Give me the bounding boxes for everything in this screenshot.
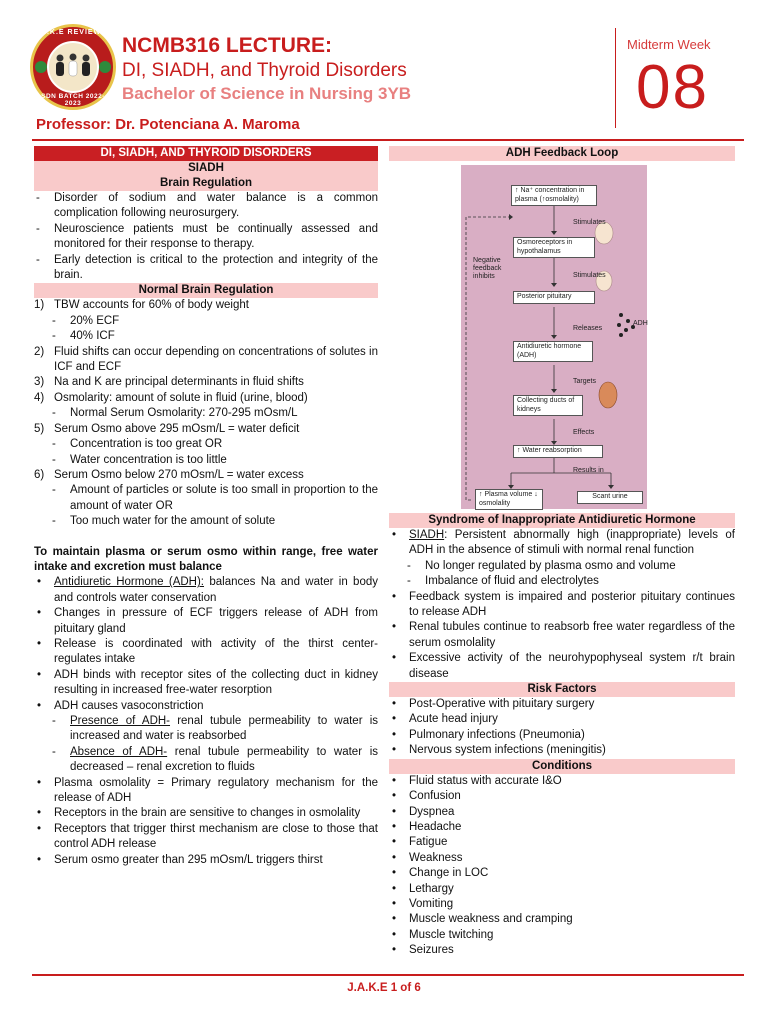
bullet-item: • Serum osmo greater than 295 mOsm/L triggers thirst (34, 853, 378, 868)
section-heading-adh-feedback-loop: ADH Feedback Loop (389, 146, 735, 161)
right-column (389, 146, 735, 959)
sub-item: - Water concentration is too little (34, 453, 378, 468)
item-text: TBW accounts for 60% of body weight (54, 299, 249, 312)
risk-item: • Pulmonary infections (Pneumonia) (389, 728, 735, 743)
condition-item: • Weakness (389, 851, 735, 866)
posterior-pituitary-box: Posterior pituitary (513, 291, 595, 304)
bullet-item: • Renal tubules continue to reabsorb free water regardless of the serum osmolality (389, 620, 735, 651)
midterm-label: Midterm Week (627, 37, 711, 52)
bullet-item: • Excessive activity of the neurohypophyseal system r/t brain disease (389, 651, 735, 682)
stimulates-label-2: Stimulates (573, 272, 606, 279)
item-number: 1) (34, 299, 45, 312)
condition-item: • Fluid status with accurate I&O (389, 774, 735, 789)
risk-item: • Nervous system infections (meningitis) (389, 743, 735, 758)
adh-label: ADH (633, 320, 648, 327)
releases-label: Releases (573, 325, 603, 332)
condition-item: • Vomiting (389, 897, 735, 912)
bullet-item: • ADH causes vasoconstriction (34, 699, 378, 714)
adh-feedback-loop-figure (389, 161, 735, 513)
water-reabsorption-box: ↑ Water reabsorption (513, 445, 603, 458)
bullet-item: • Feedback system is impaired and posterior pituitary continues to release ADH (389, 590, 735, 621)
antidiuretic-hormone-box: Antidiuretic hormone (ADH) (513, 341, 593, 362)
item-number: 4) (34, 391, 45, 404)
results-in-label: Results in (573, 467, 604, 474)
kidney-icon (599, 382, 617, 408)
item-number: 5) (34, 422, 45, 435)
item-text: Serum Osmo above 295 mOsm/L = water deficit (54, 422, 300, 435)
item-number: 6) (34, 468, 45, 481)
bullet-item: • Receptors that trigger thirst mechanism are close to those that control ADH release (34, 822, 378, 853)
logo-ring-bottom-text: SDN BATCH 2022-2023 (41, 93, 105, 107)
effects-label: Effects (573, 429, 595, 436)
page-header (0, 0, 768, 145)
section-heading-risk-factors: Risk Factors (389, 682, 735, 697)
collecting-ducts-box: Collecting ducts of kidneys (513, 395, 583, 416)
group-photo-icon (53, 51, 93, 79)
bullet-item: • Plasma osmolality = Primary regulatory mechanism for the release of ADH (34, 776, 378, 807)
plasma-volume-box: ↑ Plasma volume ↓ osmolality (475, 489, 543, 510)
page-footer: J.A.K.E 1 of 6 (347, 982, 421, 994)
na-concentration-box: ↑ Na⁺ concentration in plasma (↑osmolality) (511, 185, 597, 206)
section-heading-syndrome: Syndrome of Inappropriate Antidiuretic Hormone (389, 513, 735, 528)
condition-item: • Dyspnea (389, 805, 735, 820)
numbered-item (34, 298, 378, 313)
stimulates-label-1: Stimulates (573, 219, 606, 226)
bullet-item: • ADH binds with receptor sites of the collecting duct in kidney resulting in increased free-water resorption (34, 668, 378, 699)
item-text: Na and K are principal determinants in fluid shifts (54, 376, 304, 389)
sub-item: - 20% ECF (34, 314, 378, 329)
diagram-background (461, 165, 647, 509)
program-name: Bachelor of Science in Nursing 3YB (122, 84, 412, 103)
absence-adh-text: renal tubule permeability to water is decreased – renal excretion to fluids (70, 745, 378, 774)
header-rule (32, 139, 744, 141)
section-heading-normal-brain-regulation: Normal Brain Regulation (34, 283, 378, 298)
presence-adh-text: renal tubule permeability to water is increased and water is reabsorbed (70, 715, 378, 743)
item-text: Fluid shifts can occur depending on concentrations of solutes in ICF and ECF (54, 345, 378, 374)
section-heading-main: DI, SIADH, AND THYROID DISORDERS (34, 146, 378, 161)
numbered-item (34, 468, 378, 483)
item-text: Serum Osmo below 270 mOsm/L = water excess (54, 468, 304, 481)
condition-item: • Muscle twitching (389, 928, 735, 943)
left-column (34, 146, 378, 868)
maintain-osmo-heading: To maintain plasma or serum osmo within range, free water intake and excretion must balance (34, 545, 378, 573)
section-heading-conditions: Conditions (389, 759, 735, 774)
logo-ring-top-text: J.A.K.E REVIEWER (33, 29, 113, 36)
condition-item: • Lethargy (389, 882, 735, 897)
negative-feedback-label: Negative feedback inhibits (473, 257, 502, 280)
list-item: - Early detection is critical to the protection and integrity of the brain. (34, 253, 378, 284)
numbered-item (34, 345, 378, 376)
condition-item: • Confusion (389, 789, 735, 804)
sub-item: - Imbalance of fluid and electrolytes (389, 574, 735, 589)
absence-adh-term: Absence of ADH- (70, 745, 168, 758)
numbered-item (34, 422, 378, 437)
section-heading-siadh: SIADH (34, 161, 378, 176)
osmoreceptors-box: Osmoreceptors in hypothalamus (513, 237, 595, 258)
bullet-item: • Changes in pressure of ECF triggers release of ADH from pituitary gland (34, 606, 378, 637)
sub-item: - No longer regulated by plasma osmo and volume (389, 559, 735, 574)
sub-item: - Normal Serum Osmolarity: 270-295 mOsm/L (34, 406, 378, 421)
numbered-item (34, 391, 378, 406)
list-item: - Neuroscience patients must be continually assessed and monitored for their response to therapy. (34, 222, 378, 253)
footer-rule (32, 974, 744, 976)
item-number: 2) (34, 345, 45, 358)
section-heading-brain-regulation: Brain Regulation (34, 176, 378, 191)
sub-item: - Amount of particles or solute is too small in proportion to the amount of water OR (34, 483, 378, 514)
sub-item: - 40% ICF (34, 329, 378, 344)
lecture-title: NCMB316 LECTURE: (122, 34, 333, 57)
condition-item: • Seizures (389, 943, 735, 958)
item-number: 3) (34, 376, 45, 389)
condition-item: • Change in LOC (389, 866, 735, 881)
targets-label: Targets (573, 378, 596, 385)
bullet-item: • Receptors in the brain are sensitive to changes in osmolality (34, 806, 378, 821)
risk-item: • Acute head injury (389, 712, 735, 727)
header-divider (615, 28, 616, 128)
risk-item: • Post-Operative with pituitary surgery (389, 697, 735, 712)
jake-reviewer-logo (30, 24, 116, 110)
sub-item: - Too much water for the amount of solute (34, 514, 378, 529)
sub-item: - Concentration is too great OR (34, 437, 378, 452)
bullet-item: • Release is coordinated with activity of the thirst center-regulates intake (34, 637, 378, 668)
siadh-term: SIADH (409, 529, 445, 541)
logo-seal-left-icon (35, 61, 47, 73)
sub-item (34, 745, 378, 776)
spacer (34, 530, 378, 545)
scant-urine-box: Scant urine (577, 491, 643, 504)
condition-item: • Muscle weakness and cramping (389, 912, 735, 927)
numbered-item (34, 375, 378, 390)
sub-item (34, 714, 378, 745)
bullet-item (389, 528, 735, 559)
bullet-item (34, 575, 378, 606)
logo-seal-right-icon (99, 61, 111, 73)
condition-item: • Headache (389, 820, 735, 835)
list-item: - Disorder of sodium and water balance is a common complication following neurosurgery. (34, 191, 378, 222)
condition-item: • Fatigue (389, 835, 735, 850)
professor-name: Professor: Dr. Potenciana A. Maroma (36, 116, 300, 133)
item-text: Osmolarity: amount of solute in fluid (urine, blood) (54, 391, 308, 404)
adh-term: Antidiuretic Hormone (ADH): (54, 576, 205, 589)
week-number: 08 (636, 53, 709, 122)
siadh-definition: : Persistent abnormally high (inappropriate) levels of ADH in the absence of stimuli with normal renal function (409, 529, 735, 557)
lecture-subtitle: DI, SIADH, and Thyroid Disorders (122, 60, 407, 81)
presence-adh-term: Presence of ADH- (70, 715, 171, 727)
adh-definition: balances Na and water in body and controls water conservation (54, 576, 378, 604)
